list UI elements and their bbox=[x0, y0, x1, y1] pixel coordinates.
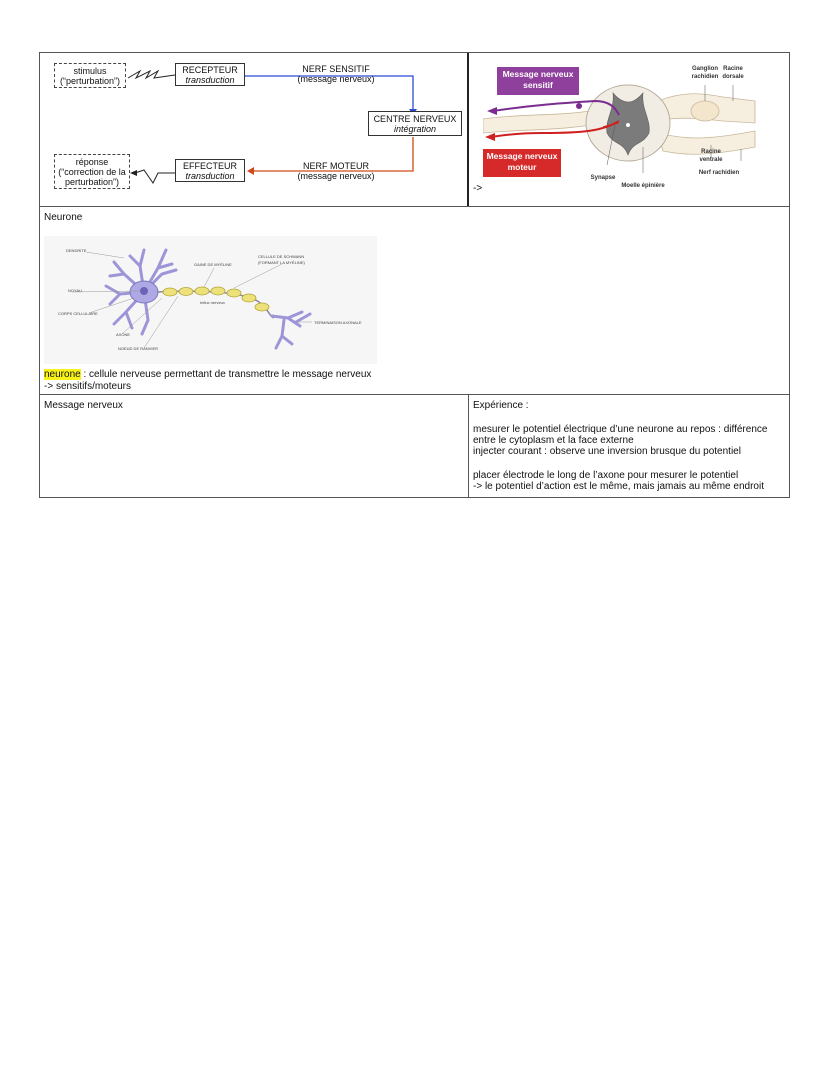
msg-moteur-l1: Message nerveux bbox=[486, 151, 558, 161]
label-gaine: GAINE DE MYÉLINE bbox=[194, 262, 232, 267]
experience-cell bbox=[469, 395, 789, 497]
neurone-definition-text: : cellule nerveuse permettant de transmettre le message nerveux bbox=[80, 369, 372, 380]
nerf-moteur-title: NERF MOTEUR bbox=[303, 161, 369, 171]
nerf-sensitif-title: NERF SENSITIF bbox=[302, 64, 370, 74]
label-corps: CORPS CELLULAIRE bbox=[58, 311, 98, 316]
racine-dorsale-label-2: dorsale bbox=[722, 74, 744, 80]
effecteur-box bbox=[175, 159, 245, 182]
neurone-heading: Neurone bbox=[44, 212, 83, 223]
nerf-rachidien-label: Nerf rachidien bbox=[698, 170, 740, 176]
stimulus-box bbox=[54, 63, 126, 88]
label-terminaison: TERMINAISON AXONALE bbox=[314, 320, 362, 325]
experience-heading: Expérience : bbox=[473, 400, 529, 411]
label-influx: Influx nerveux bbox=[200, 300, 225, 305]
label-noeud: NOEUD DE RANVIER bbox=[118, 346, 159, 351]
spinal-arrow-note: -> bbox=[473, 183, 483, 194]
experience-p2-l2: -> le potentiel d’action est le même, mais jamais au même endroit bbox=[473, 481, 764, 492]
experience-p1-l2: entre le cytoplasm et la face externe bbox=[473, 435, 634, 446]
moelle-label: Moelle épinière bbox=[621, 183, 665, 189]
row-reflex bbox=[40, 53, 789, 206]
racine-dorsale-label-1: Racine bbox=[723, 66, 743, 72]
message-heading: Message nerveux bbox=[44, 400, 123, 411]
reponse-l1: réponse bbox=[75, 157, 109, 167]
reponse-l2: (“correction de la bbox=[58, 167, 126, 177]
nerf-moteur-sub: (message nerveux) bbox=[297, 171, 375, 181]
effecteur-sub: transduction bbox=[185, 171, 235, 181]
effecteur-title: EFFECTEUR bbox=[183, 161, 237, 171]
ganglion-label-1: Ganglion bbox=[692, 66, 718, 72]
row-neurone bbox=[40, 206, 789, 394]
neurone-svg bbox=[44, 236, 377, 364]
label-schwann-1: CELLULE DE SCHWANN bbox=[258, 254, 305, 259]
reponse-l3: perturbation”) bbox=[64, 177, 120, 187]
neurone-types: -> sensitifs/moteurs bbox=[44, 381, 131, 392]
neurone-term: neurone bbox=[44, 369, 81, 380]
recepteur-box bbox=[175, 63, 245, 86]
neurone-illustration bbox=[44, 236, 377, 364]
centre-sub: intégration bbox=[393, 124, 437, 134]
message-cell bbox=[40, 395, 469, 497]
racine-ventrale-label-1: Racine bbox=[701, 149, 721, 155]
nerf-moteur-label bbox=[286, 161, 386, 181]
notes-table bbox=[39, 52, 790, 498]
msg-moteur-l2: moteur bbox=[507, 162, 537, 172]
label-noyau: NOYAU bbox=[68, 288, 82, 293]
experience-p1-l3: injecter courant : observe une inversion brusque du potentiel bbox=[473, 446, 741, 457]
recepteur-title: RECEPTEUR bbox=[182, 65, 238, 75]
msg-sensitif-l2: sensitif bbox=[523, 80, 553, 90]
label-axone: AXONE bbox=[116, 332, 131, 337]
neurone-cell bbox=[40, 207, 789, 394]
stimulus-label: stimulus bbox=[73, 66, 107, 76]
experience-p1-l1: mesurer le potentiel électrique d’une neurone au repos : différence bbox=[473, 424, 768, 435]
nerf-sensitif-sub: (message nerveux) bbox=[297, 74, 375, 84]
reflex-diagram-cell bbox=[40, 53, 469, 206]
spinal-cord-cell bbox=[469, 53, 789, 206]
recepteur-sub: transduction bbox=[185, 75, 235, 85]
racine-ventrale-label-2: ventrale bbox=[699, 157, 723, 163]
msg-sensitif-l1: Message nerveux bbox=[502, 69, 574, 79]
label-dendrite: DENDRITE bbox=[66, 248, 87, 253]
msg-sensitif-badge bbox=[497, 67, 579, 95]
reponse-box bbox=[54, 154, 130, 189]
experience-p2-l1: placer électrode le long de l’axone pour mesurer le potentiel bbox=[473, 470, 739, 481]
centre-nerveux-box bbox=[368, 111, 462, 136]
synapse-label: Synapse bbox=[590, 175, 616, 181]
row-message bbox=[40, 394, 789, 497]
centre-title: CENTRE NERVEUX bbox=[373, 114, 457, 124]
msg-moteur-badge bbox=[483, 149, 561, 177]
neurone-definition bbox=[44, 369, 371, 380]
nerf-sensitif-label bbox=[286, 64, 386, 84]
ganglion-label-2: rachidien bbox=[691, 74, 719, 80]
label-schwann-2: (FORMANT LA MYÉLINE) bbox=[258, 260, 305, 265]
stimulus-sub: (“perturbation”) bbox=[59, 76, 121, 86]
